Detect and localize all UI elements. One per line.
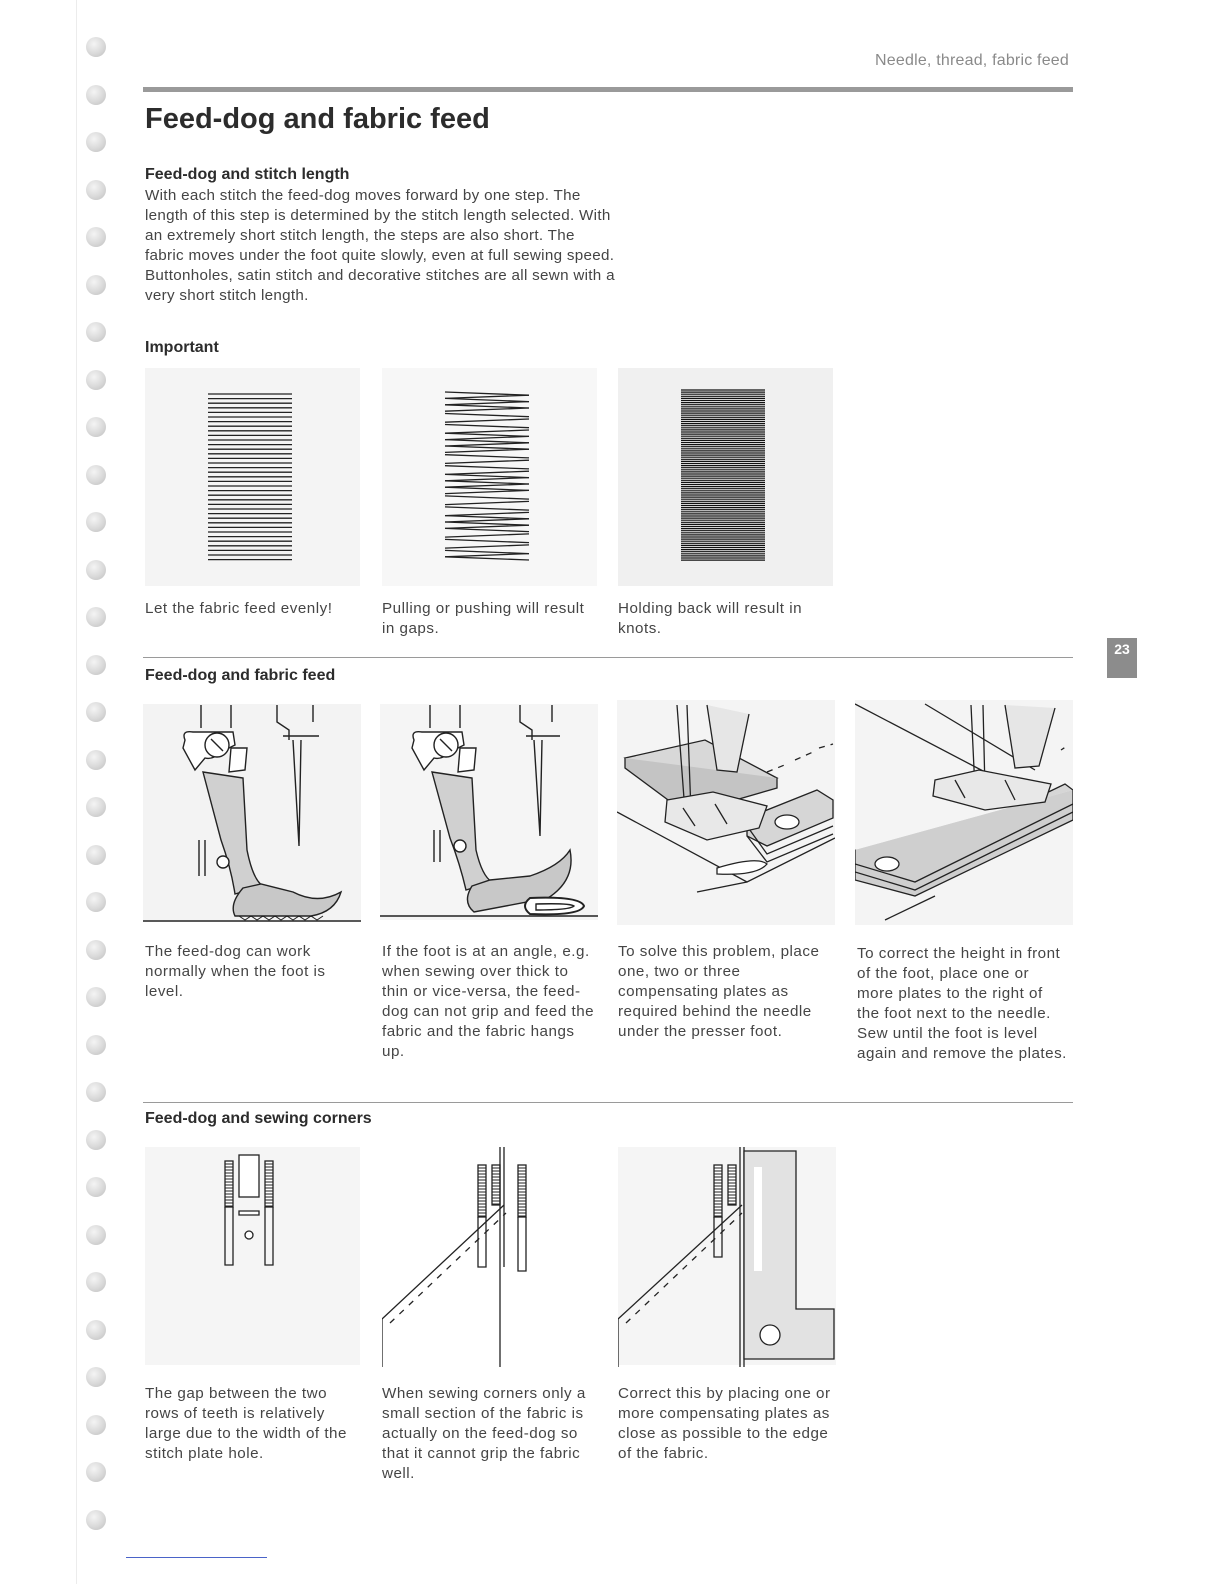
even-feed-figure: [145, 368, 360, 586]
plates-behind-needle-figure: [617, 700, 835, 925]
caption-plates-behind: To solve this problem, place one, two or three compensating plates as required behind the needle under the presser foot.: [618, 943, 820, 1040]
caption-corner-solution: Correct this by placing one or more compensating plates as close as possible to the edge of the fabric.: [618, 1385, 831, 1462]
stitch-length-body: With each stitch the feed-dog moves forward by one step. The length of this step is determined by the stitch length selected. With an extremely short stitch length, the steps are also short. The fabric moves under the foot quite slowly, even at full sewing speed. Buttonholes, satin stitch and decorative stitches are all sewn with a very short stitch length.: [145, 187, 615, 304]
corner-problem-figure: [382, 1147, 597, 1367]
caption-level-foot: The feed-dog can work normally when the foot is level.: [145, 943, 326, 1000]
caption-gaps: Pulling or pushing will result in gaps.: [382, 600, 585, 637]
binding-hole: [86, 1225, 106, 1245]
important-heading: Important: [145, 339, 219, 356]
binding-hole: [86, 797, 106, 817]
caption-even: Let the fabric feed evenly!: [145, 600, 333, 617]
binding-hole: [86, 322, 106, 342]
binding-hole: [86, 1510, 106, 1530]
running-header: Needle, thread, fabric feed: [875, 52, 1069, 69]
caption-angled-foot: If the foot is at an angle, e.g. when sewing over thick to thin or vice-versa, the feed-dog can not grip and feed the fabric and the fabric hangs up.: [382, 943, 595, 1060]
binding-hole: [86, 607, 106, 627]
caption-plates-front: To correct the height in front of the foot, place one or more plates to the right of the foot next to the needle. Sew until the foot is level again and remove the plates.: [857, 945, 1067, 1062]
binding-hole: [86, 750, 106, 770]
binding-hole: [86, 417, 106, 437]
binding-hole: [86, 180, 106, 200]
binding-hole: [86, 1130, 106, 1150]
binding-hole: [86, 465, 106, 485]
knots-figure: [618, 368, 833, 586]
section-rule-2: [143, 1102, 1073, 1103]
binding-hole: [86, 1320, 106, 1340]
feed-dog-row: [518, 1165, 526, 1217]
binding-hole: [86, 370, 106, 390]
binding-hole: [86, 1415, 106, 1435]
binding-hole: [86, 1462, 106, 1482]
binding-hole: [86, 132, 106, 152]
page-title: Feed-dog and fabric feed: [145, 103, 490, 135]
angled-foot-figure: [380, 700, 598, 925]
binding-hole: [86, 1082, 106, 1102]
binding-hole: [86, 512, 106, 532]
binding-hole: [86, 655, 106, 675]
binding-hole: [86, 37, 106, 57]
feed-dog-row: [478, 1165, 486, 1217]
binding-hole: [86, 702, 106, 722]
binding-hole: [86, 560, 106, 580]
feed-dog-row: [714, 1165, 722, 1217]
binding-hole: [86, 1272, 106, 1292]
caption-knots: Holding back will result in knots.: [618, 600, 803, 637]
binding-hole: [86, 892, 106, 912]
binding-hole: [86, 1367, 106, 1387]
stitch-length-heading: Feed-dog and stitch length: [145, 166, 350, 183]
plates-in-front-figure: [855, 700, 1073, 925]
caption-corner-problem: When sewing corners only a small section of the fabric is actually on the feed-dog so that it cannot grip the fabric well.: [382, 1385, 586, 1482]
caption-gap: The gap between the two rows of teeth is relatively large due to the width of the stitch plate hole.: [145, 1385, 347, 1462]
binding-hole: [86, 940, 106, 960]
corner-solution-figure: [618, 1147, 836, 1367]
level-foot-figure: [143, 700, 361, 925]
feed-dog-gap-figure: [145, 1147, 360, 1365]
binding-hole: [86, 1177, 106, 1197]
page-number-tab: 23: [1107, 638, 1137, 678]
corners-heading: Feed-dog and sewing corners: [145, 1110, 372, 1127]
binding-hole: [86, 987, 106, 1007]
section-rule-1: [143, 657, 1073, 658]
binding-edge: [76, 0, 77, 1584]
binding-hole: [86, 1035, 106, 1055]
binding-hole: [86, 275, 106, 295]
gaps-figure: [382, 368, 597, 586]
header-rule: [143, 87, 1073, 92]
binding-hole: [86, 845, 106, 865]
binding-hole: [86, 85, 106, 105]
fabric-feed-heading: Feed-dog and fabric feed: [145, 667, 336, 684]
binding-hole: [86, 227, 106, 247]
footer-underline: [126, 1557, 267, 1558]
